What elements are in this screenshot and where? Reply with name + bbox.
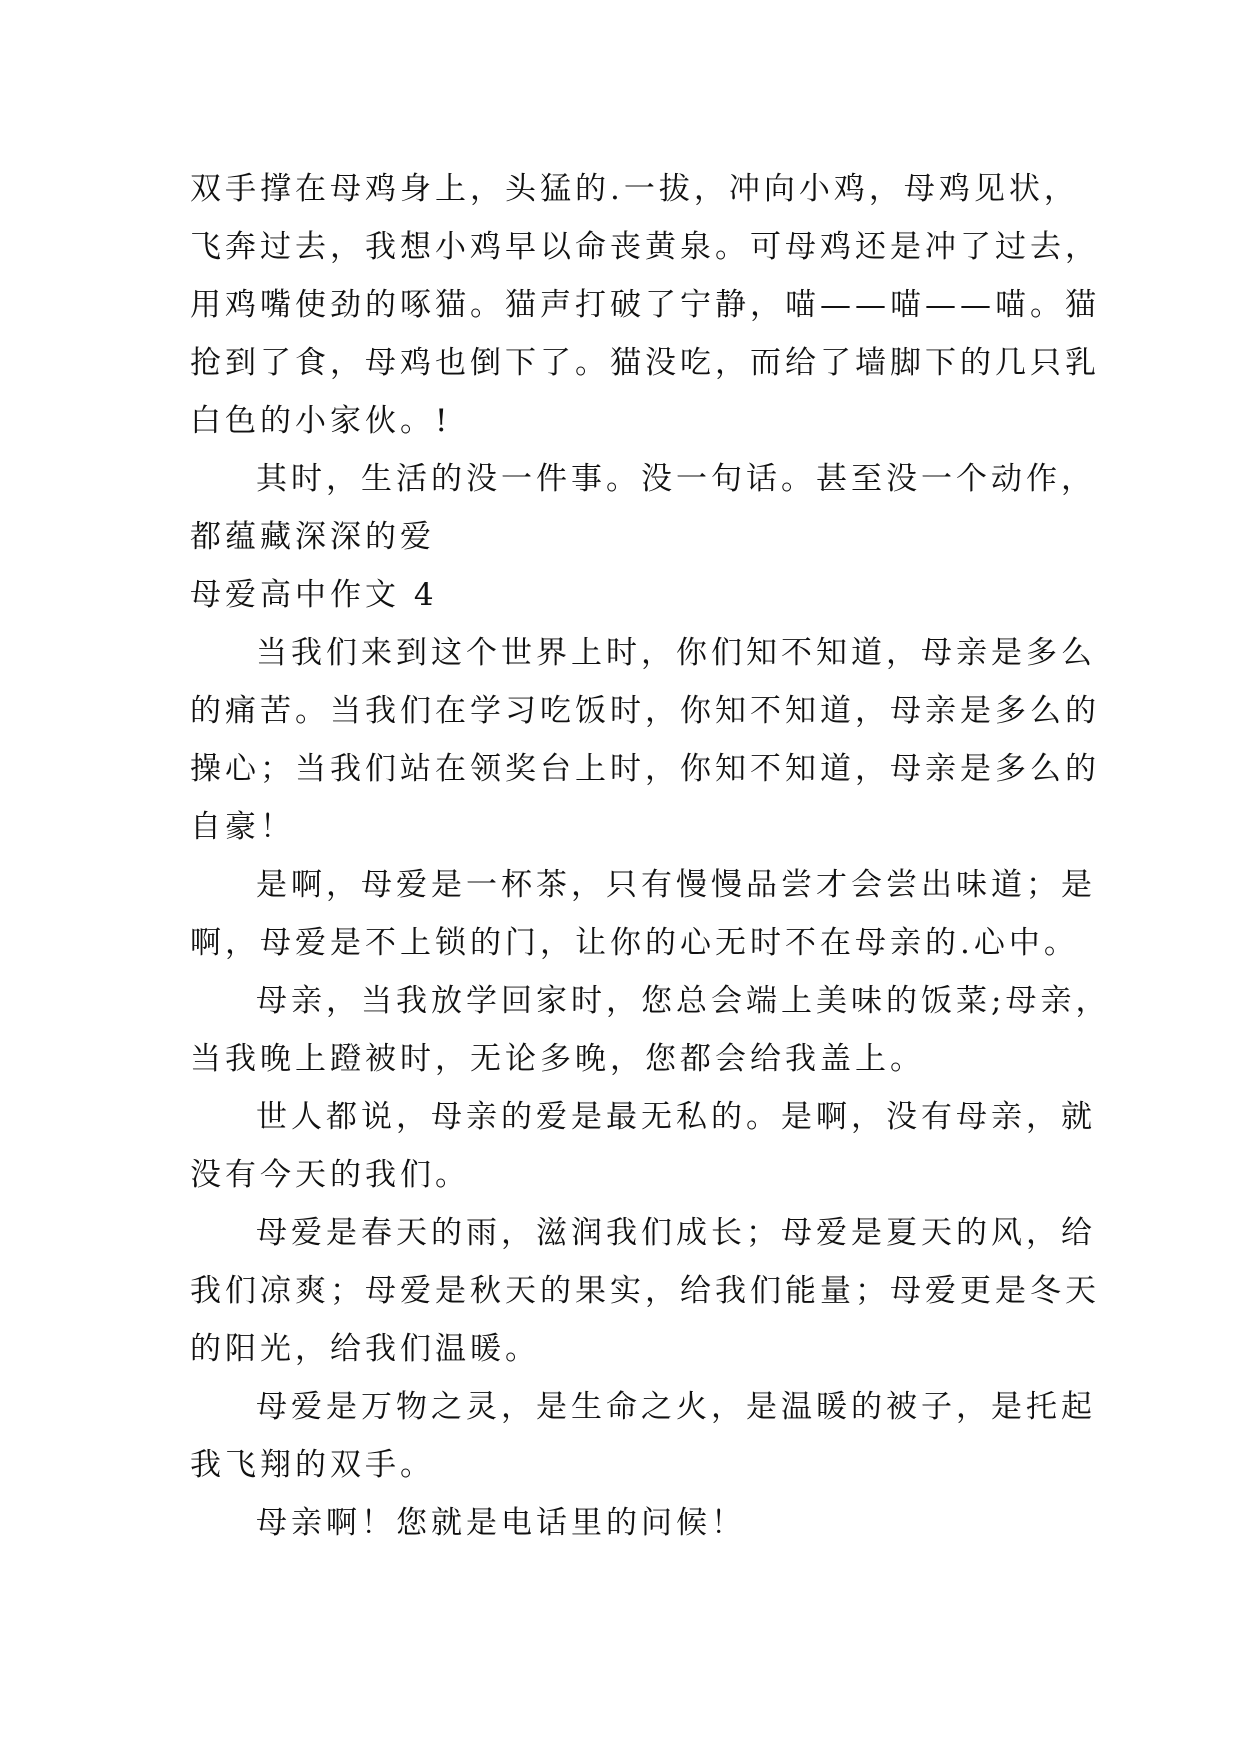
paragraph-first-line: 其时，生活的没一件事。没一句话。甚至没一个动作， <box>256 461 1096 497</box>
paragraph-first-line: 当我们来到这个世界上时，你们知不知道，母亲是多么 <box>256 635 1096 671</box>
section-heading: 母爱高中作文 4 <box>190 577 438 613</box>
text-line: 当我晚上蹬被时，无论多晚，您都会给我盖上。 <box>190 1041 925 1077</box>
text-line: 没有今天的我们。 <box>190 1157 470 1193</box>
paragraph-first-line: 世人都说，母亲的爱是最无私的。是啊，没有母亲，就 <box>256 1099 1096 1135</box>
text-line: 的痛苦。当我们在学习吃饭时，你知不知道，母亲是多么的 <box>190 693 1100 729</box>
paragraph-first-line: 母爱是春天的雨，滋润我们成长；母爱是夏天的风，给 <box>256 1215 1096 1251</box>
paragraph-first-line: 母亲啊！您就是电话里的问候！ <box>256 1505 746 1541</box>
text-line: 啊，母爱是不上锁的门，让你的心无时不在母亲的.心中。 <box>190 925 1079 961</box>
text-line: 自豪！ <box>190 809 295 845</box>
text-line: 操心；当我们站在领奖台上时，你知不知道，母亲是多么的 <box>190 751 1100 787</box>
text-line: 我飞翔的双手。 <box>190 1447 435 1483</box>
text-line: 都蕴藏深深的爱 <box>190 519 435 555</box>
text-line: 用鸡嘴使劲的啄猫。猫声打破了宁静，喵——喵——喵。猫 <box>190 287 1100 323</box>
paragraph-first-line: 是啊，母爱是一杯茶，只有慢慢品尝才会尝出味道；是 <box>256 867 1096 903</box>
paragraph-first-line: 母爱是万物之灵，是生命之火，是温暖的被子，是托起 <box>256 1389 1096 1425</box>
text-line: 飞奔过去，我想小鸡早以命丧黄泉。可母鸡还是冲了过去， <box>190 229 1100 265</box>
text-line: 白色的小家伙。! <box>190 403 452 439</box>
text-line: 的阳光，给我们温暖。 <box>190 1331 540 1367</box>
document-body <box>190 160 1111 1552</box>
text-line: 抢到了食，母鸡也倒下了。猫没吃，而给了墙脚下的几只乳 <box>190 345 1100 381</box>
text-line: 双手撑在母鸡身上，头猛的.一拔，冲向小鸡，母鸡见状， <box>190 171 1079 207</box>
text-line: 我们凉爽；母爱是秋天的果实，给我们能量；母爱更是冬天 <box>190 1273 1100 1309</box>
paragraph-first-line: 母亲，当我放学回家时，您总会端上美味的饭菜;母亲， <box>256 983 1111 1019</box>
